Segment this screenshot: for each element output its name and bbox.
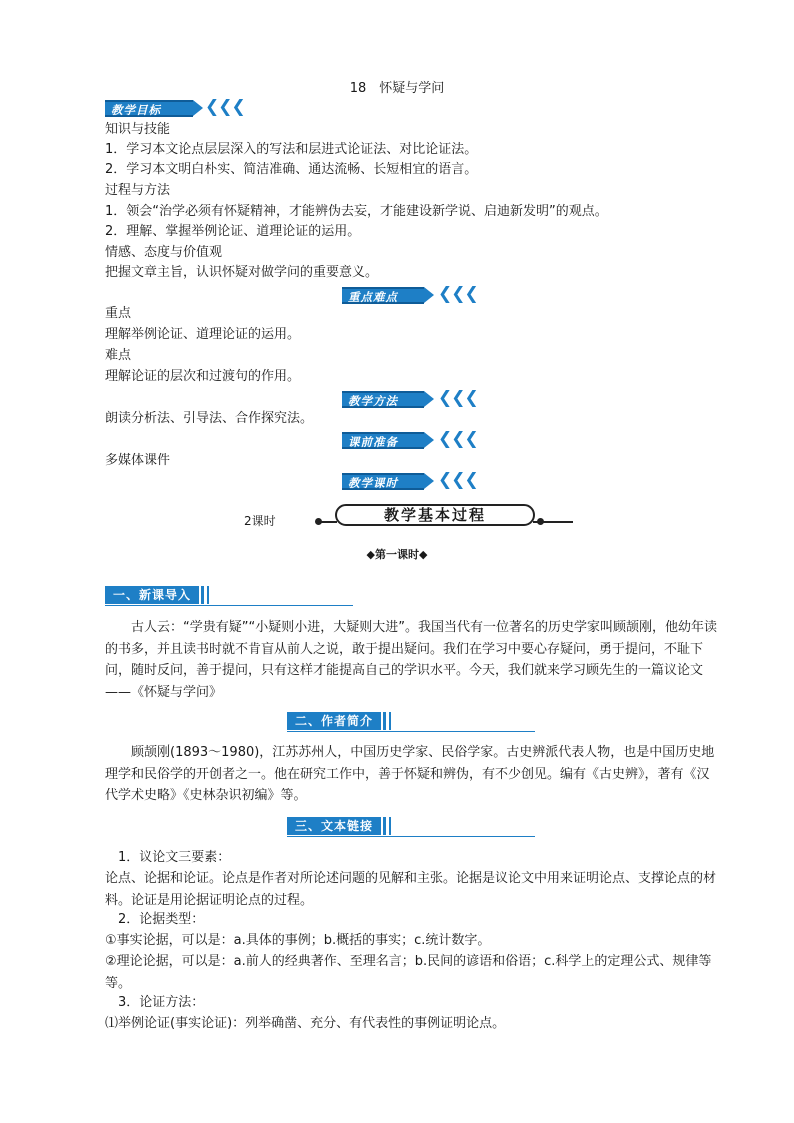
section-label: 三、文本链接 (287, 817, 381, 835)
text-link-line: ⑴举例论证(事实论证)：列举确凿、充分、有代表性的事例证明论点。 (105, 1016, 506, 1031)
section-author-intro (287, 712, 535, 732)
section-label: 一、新课导入 (105, 586, 199, 604)
tag-methods (342, 388, 492, 408)
prep-text: 多媒体课件 (105, 453, 171, 468)
tag-class-hours (342, 470, 492, 490)
goal-heading-knowledge: 知识与技能 (105, 122, 171, 137)
goal-line: 2．理解、掌握举例论证、道理论证的运用。 (105, 224, 361, 239)
section-label: 二、作者简介 (287, 712, 381, 730)
process-banner (315, 504, 577, 528)
text-link-line: 1．议论文三要素： (118, 850, 231, 865)
chevrons-icon: ❮❮❮ (438, 388, 478, 408)
text-link-line: 3．论证方法： (118, 995, 205, 1010)
tag-label: 教学目标 (105, 100, 193, 117)
tag-key-points (342, 284, 492, 304)
tag-teaching-goals (105, 97, 245, 117)
divider (321, 521, 337, 523)
tag-label: 重点难点 (342, 287, 424, 304)
tag-preparation (342, 429, 492, 449)
goal-line: 2．学习本文明白朴实、简洁准确、通达流畅、长短相宜的语言。 (105, 162, 478, 177)
bar-marks-icon (383, 817, 391, 835)
first-lesson-label: ◆第一课时◆ (366, 548, 428, 561)
text-link-line: ①事实论据，可以是：a.具体的事例；b.概括的事实；c.统计数字。 (105, 933, 491, 948)
class-hours-text: 2课时 (244, 514, 276, 528)
section-text-link (287, 817, 535, 837)
tag-label: 教学课时 (342, 473, 424, 490)
chevrons-icon: ❮❮❮ (438, 284, 478, 304)
chevrons-icon: ❮❮❮ (205, 97, 245, 117)
goal-heading-process: 过程与方法 (105, 183, 171, 198)
keypoint-text: 理解举例论证、道理论证的运用。 (105, 327, 301, 342)
difficulty-text: 理解论证的层次和过渡句的作用。 (105, 369, 301, 384)
author-paragraph: 顾颉刚(1893～1980)，江苏苏州人，中国历史学家、民俗学家。古史辨派代表人物，也是中国历史地理学和民俗学的开创者之一。他在研究工作中，善于怀疑和辨伪，有不少创见。编有《古史辨》，著有《汉代学术史略》《史林杂识初编》等。 (105, 745, 715, 803)
goal-line: 1．领会“治学必须有怀疑精神，才能辨伪去妄，才能建设新学说、启迪新发明”的观点。 (105, 204, 608, 219)
divider (287, 836, 535, 837)
chevrons-icon: ❮❮❮ (438, 429, 478, 449)
divider (287, 731, 535, 732)
tag-label: 课前准备 (342, 432, 424, 449)
text-link-line: 2．论据类型： (118, 912, 205, 927)
lesson-title: 18 怀疑与学问 (349, 81, 445, 96)
tag-label: 教学方法 (342, 391, 424, 408)
difficulty-heading: 难点 (105, 348, 132, 363)
intro-paragraph: 古人云：“学贵有疑”“小疑则小进，大疑则大进”。我国当代有一位著名的历史学家叫顾颉刚，他幼年读的书多，并且读书时就不肯盲从前人之说，敢于提出疑问。我们在学习中要心存疑问，勇于提问，不耻下问，随时反问，善于提问，只有这样才能提高自己的学识水平。今天，我们就来学习顾先生的一篇议论文——《怀疑与学问》 (105, 620, 717, 700)
goal-line: 1．学习本文论点层层深入的写法和层进式论证法、对比论证法。 (105, 142, 478, 157)
text-link-paragraph: 论点、论据和论证。论点是作者对所论述问题的见解和主张。论据是议论文中用来证明论点、支撑论点的材料。论证是用论据证明论点的过程。 (105, 871, 717, 908)
goal-line: 把握文章主旨，认识怀疑对做学问的重要意义。 (105, 265, 379, 280)
goal-heading-attitude: 情感、态度与价值观 (105, 245, 223, 260)
chevrons-icon: ❮❮❮ (438, 470, 478, 490)
divider (105, 605, 353, 606)
bar-marks-icon (201, 586, 209, 604)
keypoint-heading: 重点 (105, 306, 132, 321)
section-new-lesson-intro (105, 586, 353, 606)
process-title: 教学基本过程 (335, 504, 535, 526)
bar-marks-icon (383, 712, 391, 730)
methods-text: 朗读分析法、引导法、合作探究法。 (105, 411, 314, 426)
dot-icon (537, 518, 544, 525)
text-link-paragraph: ②理论论据，可以是：a.前人的经典著作、至理名言；b.民间的谚语和俗语；c.科学上的定理公式、规律等等。 (105, 954, 712, 991)
